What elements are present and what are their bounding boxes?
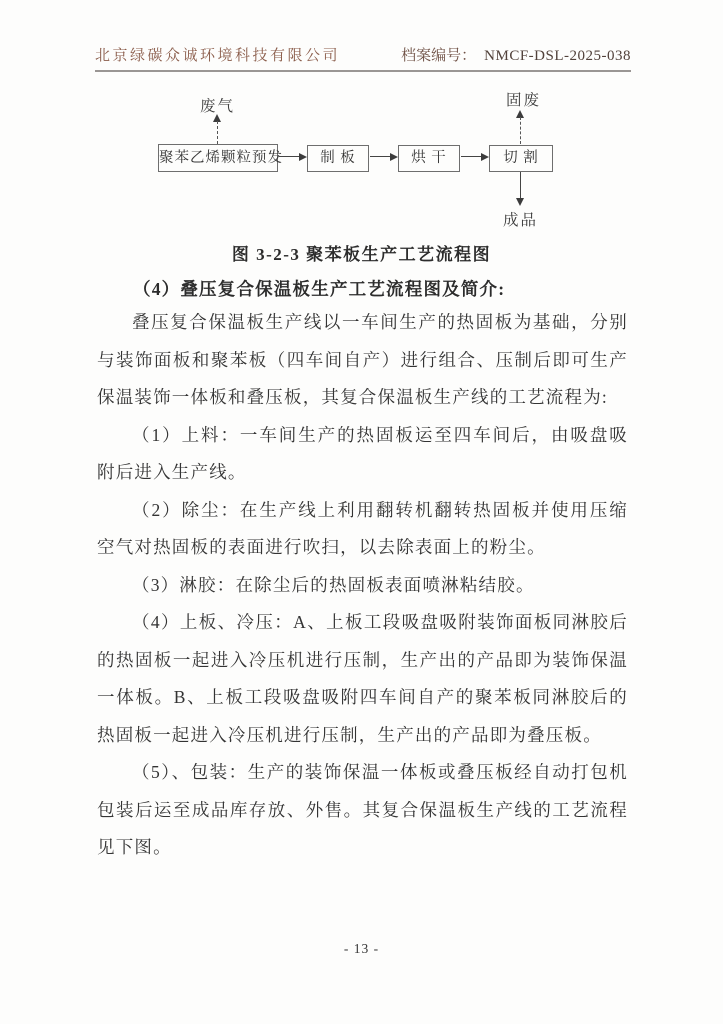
paragraph-step-1-loading: （1）上料：一车间生产的热固板运至四车间后，由吸盘吸附后进入生产线。 [97, 424, 628, 482]
connector-line [370, 156, 392, 157]
dashed-connector [217, 121, 218, 144]
process-flowchart [130, 90, 592, 236]
arrow-right-icon [481, 153, 489, 161]
arrow-down-icon [516, 198, 524, 206]
page-number: - 13 - [343, 941, 380, 956]
flow-box-cutting: 切 割 [489, 145, 553, 172]
archive-number-block [401, 44, 631, 65]
arrow-right-icon [299, 153, 307, 161]
waste-gas-label: 废气 [200, 98, 236, 115]
product-label: 成品 [503, 212, 539, 229]
page-header [95, 44, 631, 72]
section-heading: （4）叠压复合保温板生产工艺流程图及简介: [133, 279, 506, 299]
flow-box-board-making: 制 板 [307, 145, 369, 172]
archive-label: 档案编号： [401, 48, 477, 64]
flow-box-pre-expansion: 聚苯乙烯颗粒预发 [158, 144, 278, 172]
paragraph-step-5-packing: （5）、包装：生产的装饰保温一体板或叠压板经自动打包机包装后运至成品库存放、外售。其复合保温板生产线的工艺流程见下图。 [97, 762, 628, 857]
connector-line [520, 172, 521, 199]
archive-number: NMCF-DSL-2025-038 [484, 48, 631, 64]
paragraph-step-2-dedusting: （2）除尘：在生产线上利用翻转机翻转热固板并使用压缩空气对热固板的表面进行吹扫，以去除表面上的粉尘。 [97, 499, 628, 557]
connector-line [461, 156, 483, 157]
body-text [97, 304, 628, 867]
dashed-connector [520, 117, 521, 144]
flow-box-drying: 烘 干 [398, 145, 460, 172]
connector-line [279, 156, 301, 157]
paragraph-step-4-pressing: （4）上板、冷压：A、上板工段吸盘吸附装饰面板同淋胶后的热固板一起进入冷压机进行压制，生产出的产品即为装饰保温一体板。B、上板工段吸盘吸附四车间自产的聚苯板同淋胶后的热固板一起进入冷压机进行压制，生产出的产品即为叠压板。 [97, 612, 628, 745]
company-name: 北京绿碳众诚环境科技有限公司 [95, 48, 341, 64]
paragraph-intro: 叠压复合保温板生产线以一车间生产的热固板为基础，分别与装饰面板和聚苯板（四车间自产）进行组合、压制后即可生产保温装饰一体板和叠压板，其复合保温板生产线的工艺流程为: [97, 312, 628, 407]
solid-waste-label: 固废 [506, 92, 542, 109]
paragraph-step-3-gluing: （3）淋胶：在除尘后的热固板表面喷淋粘结胶。 [132, 574, 535, 595]
figure-caption: 图 3-2-3 聚苯板生产工艺流程图 [231, 245, 492, 264]
arrow-right-icon [390, 153, 398, 161]
